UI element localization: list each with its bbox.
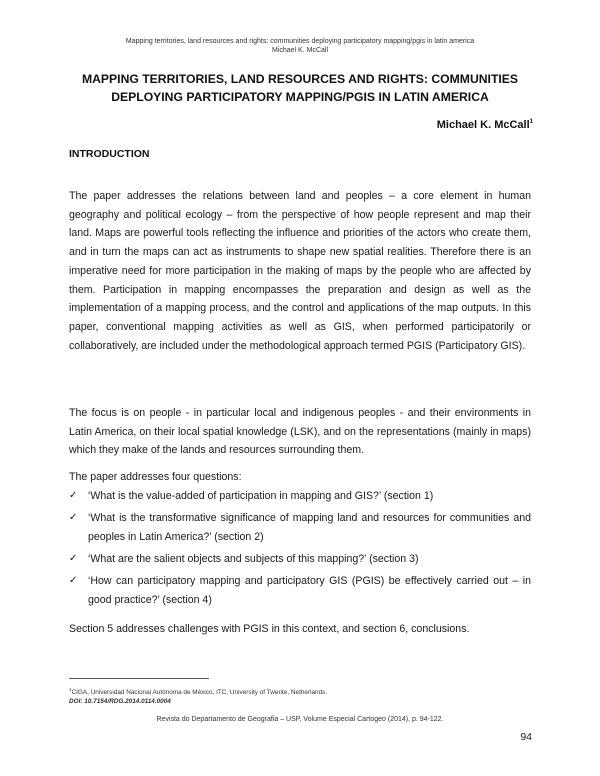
footnote bbox=[69, 685, 539, 706]
list-item bbox=[69, 550, 531, 569]
checkmark-icon: ✓ bbox=[69, 490, 78, 501]
question-text: ‘What is the value-added of participation in mapping and GIS?’ (section 1) bbox=[88, 490, 434, 502]
running-title: Mapping territories, land resources and rights: communities deploying participatory mapping/pgis in latin america bbox=[125, 38, 475, 45]
paragraph-3: The paper addresses four questions: bbox=[69, 471, 242, 483]
author-name: Michael K. McCall bbox=[436, 119, 530, 131]
journal-footer: Revista do Departamento de Geografia – USP, Volume Especial Cartogeo (2014), p. 94-122. bbox=[156, 716, 444, 723]
question-text: ‘What are the salient objects and subjects of this mapping?’ (section 3) bbox=[88, 553, 419, 566]
footnote-divider bbox=[69, 678, 209, 679]
footnote-mark: 1 bbox=[69, 687, 72, 692]
author-footnote-mark: 1 bbox=[529, 119, 533, 125]
questions-list bbox=[69, 487, 531, 613]
doi-link[interactable]: DOI: 10.7154/RDG.2014.0114.0004 bbox=[69, 698, 171, 705]
running-header bbox=[0, 37, 600, 55]
paragraph-2: The focus is on people - in particular local and indigenous peoples - and their environments in Latin America, on their local spatial knowledge (LSK), and on the representations (mainly in maps) which they make of the lands and resources surrounding them. bbox=[69, 407, 531, 457]
footnote-affiliation bbox=[69, 685, 539, 697]
paragraph-4: Section 5 addresses challenges with PGIS in this context, and section 6, conclusions. bbox=[69, 623, 470, 635]
running-author: Michael K. McCall bbox=[271, 47, 328, 54]
footnote-text: CIGA, Universidad Nacional Autónoma de México, ITC, University of Twente, Netherlands. bbox=[71, 689, 328, 696]
section-heading: INTRODUCTION bbox=[69, 148, 150, 160]
checkmark-icon: ✓ bbox=[69, 512, 78, 524]
checkmark-icon: ✓ bbox=[69, 575, 78, 587]
list-item bbox=[69, 487, 531, 506]
paper-title: MAPPING TERRITORIES, LAND RESOURCES AND RIGHTS: COMMUNITIES DEPLOYING PARTICIPATORY MAPPING/PGIS IN LATIN AMERICA bbox=[81, 72, 519, 104]
question-text: ‘What is the transformative significance of mapping land and resources for communities and peoples in Latin America?’ (section 2) bbox=[88, 512, 531, 543]
question-text: ‘How can participatory mapping and participatory GIS (PGIS) be effectively carried out – in good practice?’ (section 4) bbox=[88, 575, 531, 607]
author-line bbox=[437, 119, 533, 131]
checkmark-icon: ✓ bbox=[69, 553, 78, 565]
paragraph-1: The paper addresses the relations between land and peoples – a core element in human geography and political ecology – from the perspective of how people represent and map their land. Maps are powerful tools reflecting the influence and priorities of the actors who create them, and in turn the maps can act as instruments to shape new spatial realities. Therefore there is an imperative need for more participation in the making of maps by the people who are affected by them. Participation in mapping encompasses the preparation and design as well as the implementation of a mapping process, and the control and applications of the map outputs. In this paper, conventional mapping activities as well as GIS, when performed participatorily or collaboratively, are included under the methodological approach termed PGIS (Participatory GIS). bbox=[69, 190, 531, 352]
list-item bbox=[69, 572, 531, 609]
page-number: 94 bbox=[520, 731, 532, 743]
list-item bbox=[69, 509, 531, 546]
